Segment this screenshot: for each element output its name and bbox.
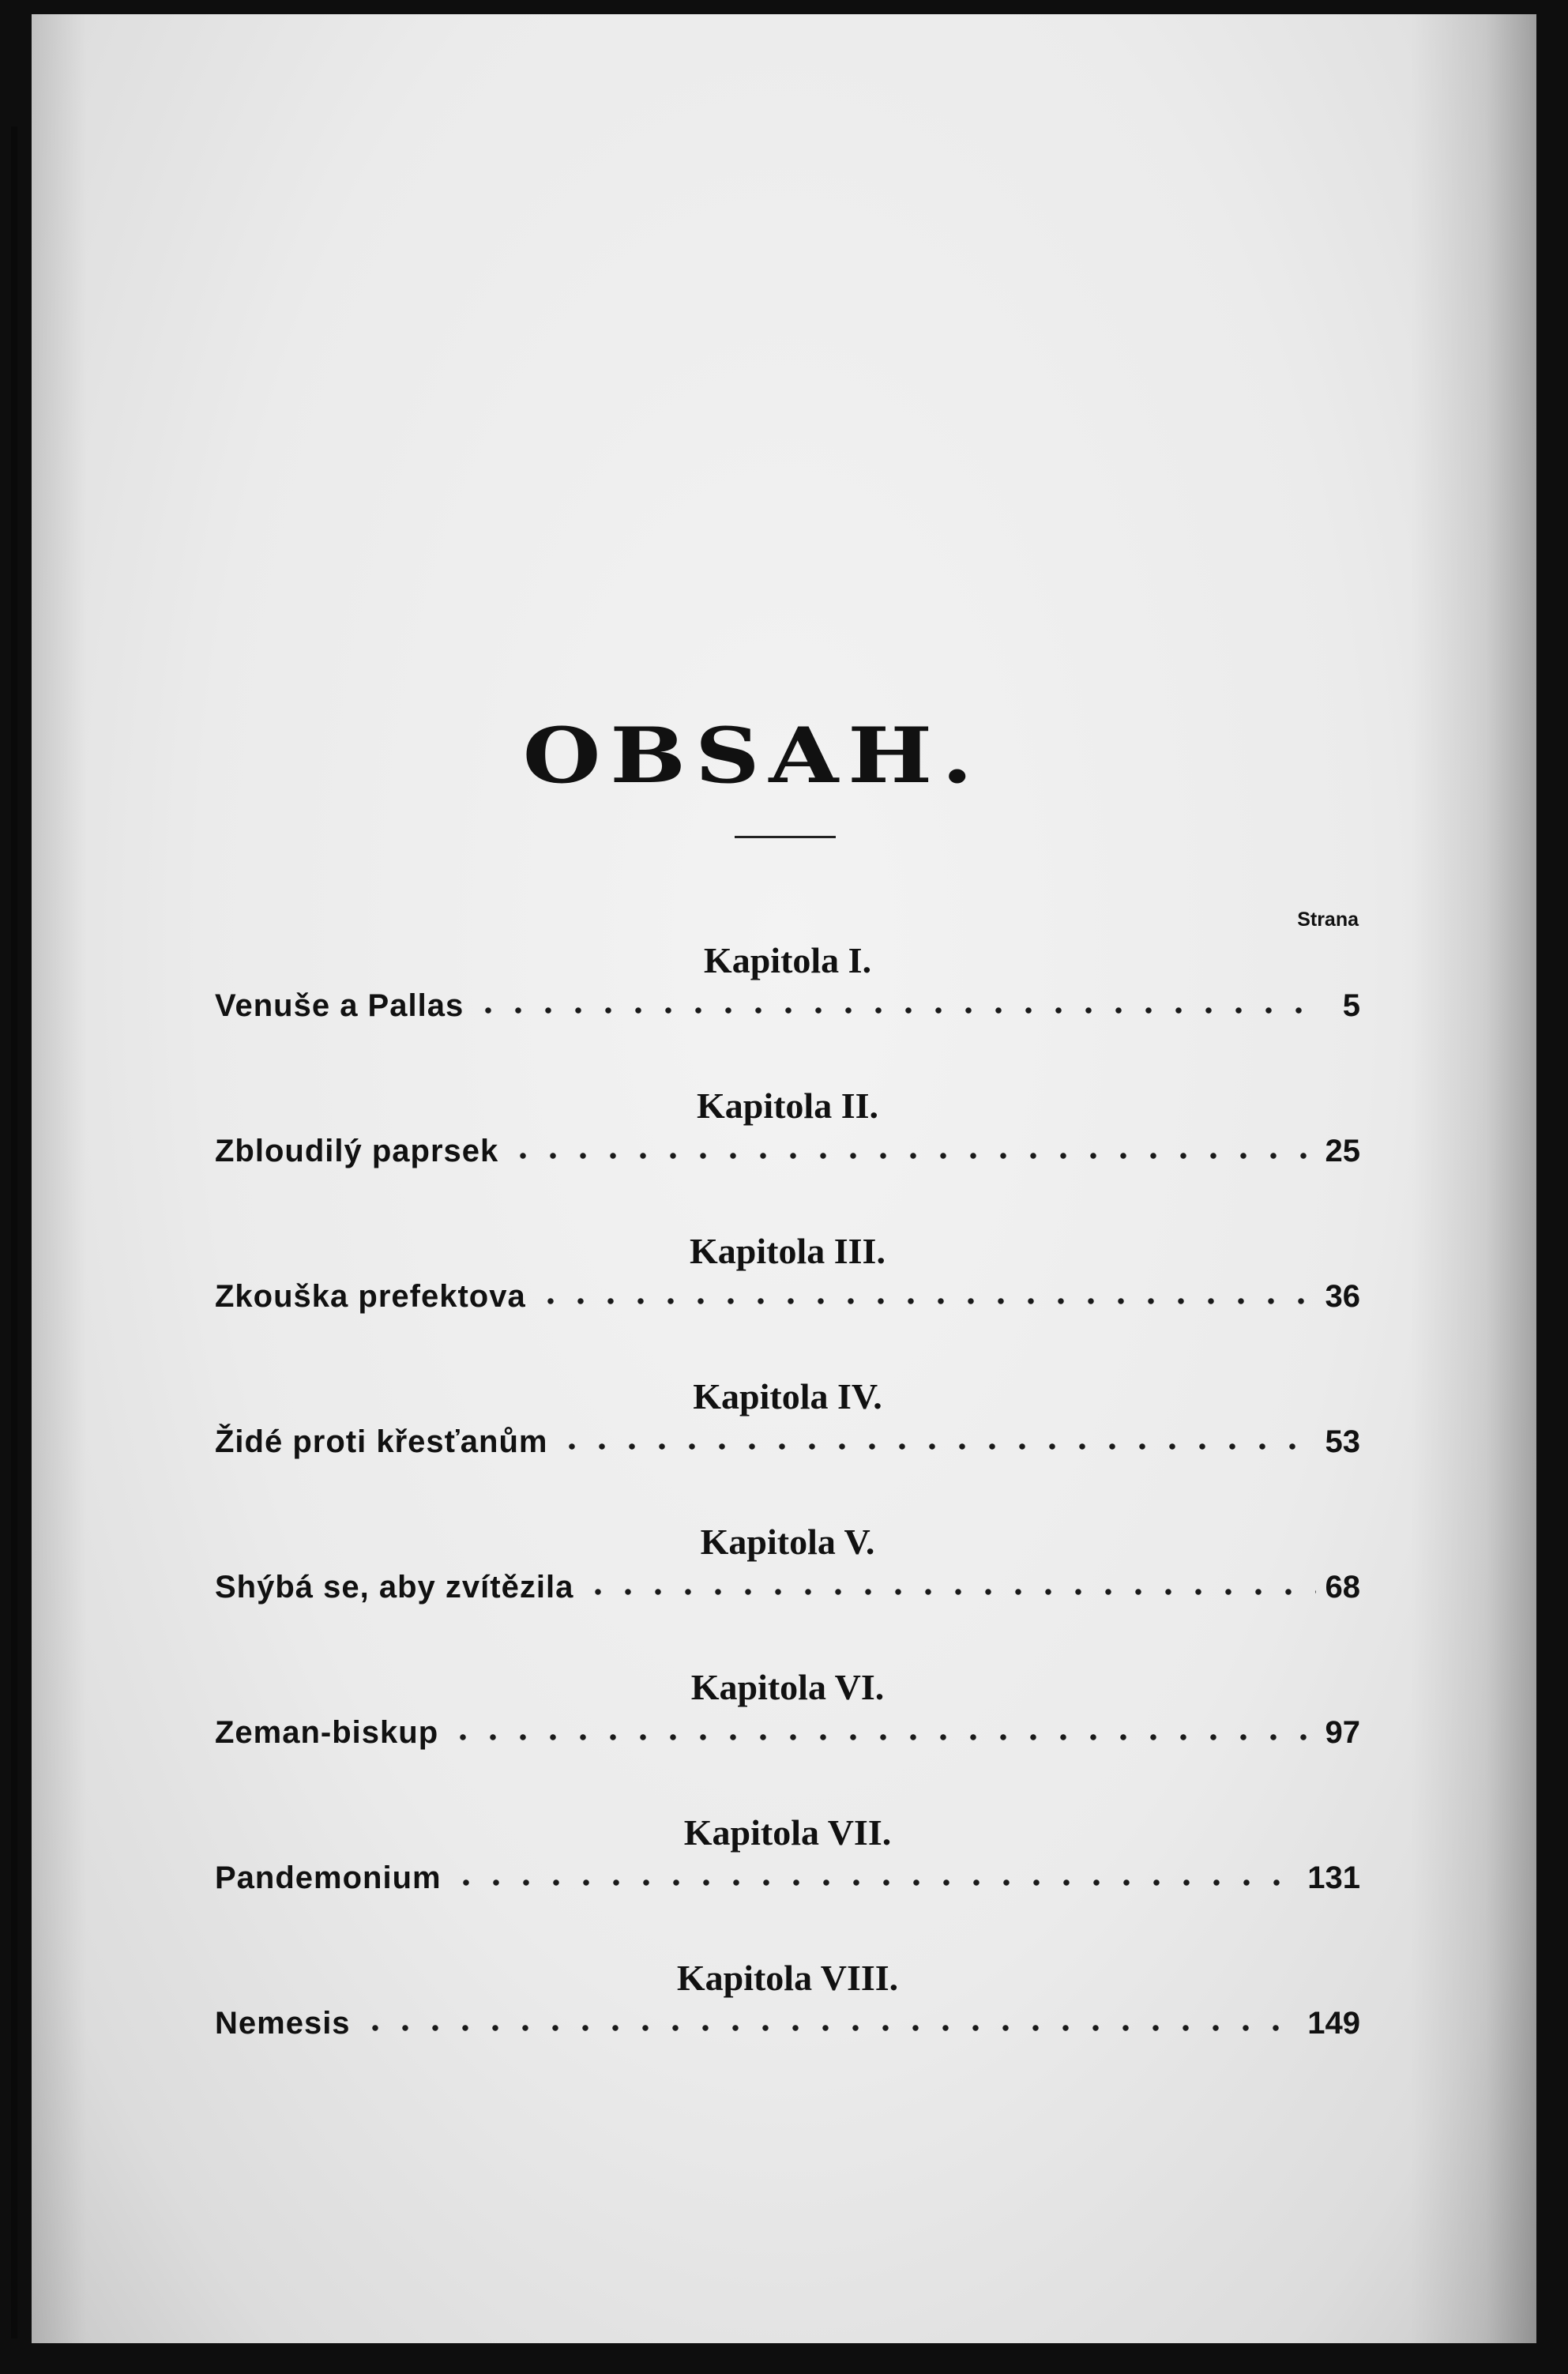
page-column-header: Strana [1297,909,1359,931]
toc-chapter [215,1811,1360,1956]
title-rule [735,836,836,838]
entry-title: Shýbá se, aby zvítězila [215,1570,574,1605]
scan-border [11,126,17,2338]
chapter-heading: Kapitola VI. [690,1667,885,1707]
chapter-heading: Kapitola III. [690,1231,886,1271]
chapter-heading: Kapitola VIII. [676,1958,899,1998]
toc-entry[interactable] [215,986,1360,1025]
page-shadow-right [1410,14,1536,2343]
toc-chapter [215,1229,1360,1375]
dot-leader [557,1441,1315,1452]
toc-entry[interactable] [215,1713,1360,1752]
table-of-contents [215,939,1360,2101]
entry-page-number: 25 [1325,1134,1360,1168]
toc-chapter [215,1084,1360,1229]
toc-chapter [215,1956,1360,2101]
entry-page-number: 53 [1325,1424,1360,1459]
dot-leader [360,2022,1299,2034]
dot-leader [473,1005,1319,1016]
dot-leader [536,1296,1316,1307]
chapter-heading: Kapitola IV. [693,1376,882,1416]
chapter-heading: Kapitola V. [700,1522,875,1562]
dot-leader [508,1150,1315,1161]
entry-page-number: 131 [1307,1860,1360,1895]
entry-title: Zeman-biskup [215,1715,439,1750]
entry-title: Židé proti křesťanům [215,1424,548,1459]
toc-entry[interactable] [215,1277,1360,1316]
dot-leader [583,1586,1315,1597]
entry-page-number: 5 [1342,988,1360,1023]
entry-title: Venuše a Pallas [215,988,464,1023]
dot-leader [448,1732,1315,1743]
entry-title: Zbloudilý paprsek [215,1134,499,1168]
entry-page-number: 36 [1325,1279,1360,1314]
dot-leader [451,1877,1299,1888]
toc-entry[interactable] [215,2003,1360,2043]
toc-entry[interactable] [215,1131,1360,1171]
entry-page-number: 149 [1307,2006,1360,2041]
entry-title: Nemesis [215,2006,351,2041]
chapter-heading: Kapitola I. [703,940,872,980]
entry-title: Zkouška prefektova [215,1279,526,1314]
toc-chapter [215,939,1360,1084]
entry-page-number: 68 [1325,1570,1360,1605]
toc-entry[interactable] [215,1567,1360,1607]
toc-chapter [215,1665,1360,1811]
chapter-heading: Kapitola VII. [683,1812,892,1853]
toc-chapter [215,1375,1360,1520]
toc-entry[interactable] [215,1858,1360,1898]
page-title: OBSAH. [522,711,983,800]
toc-entry[interactable] [215,1422,1360,1462]
entry-title: Pandemonium [215,1860,442,1895]
page-shadow-left [32,14,87,2343]
chapter-heading: Kapitola II. [696,1085,879,1126]
entry-page-number: 97 [1325,1715,1360,1750]
toc-chapter [215,1520,1360,1665]
